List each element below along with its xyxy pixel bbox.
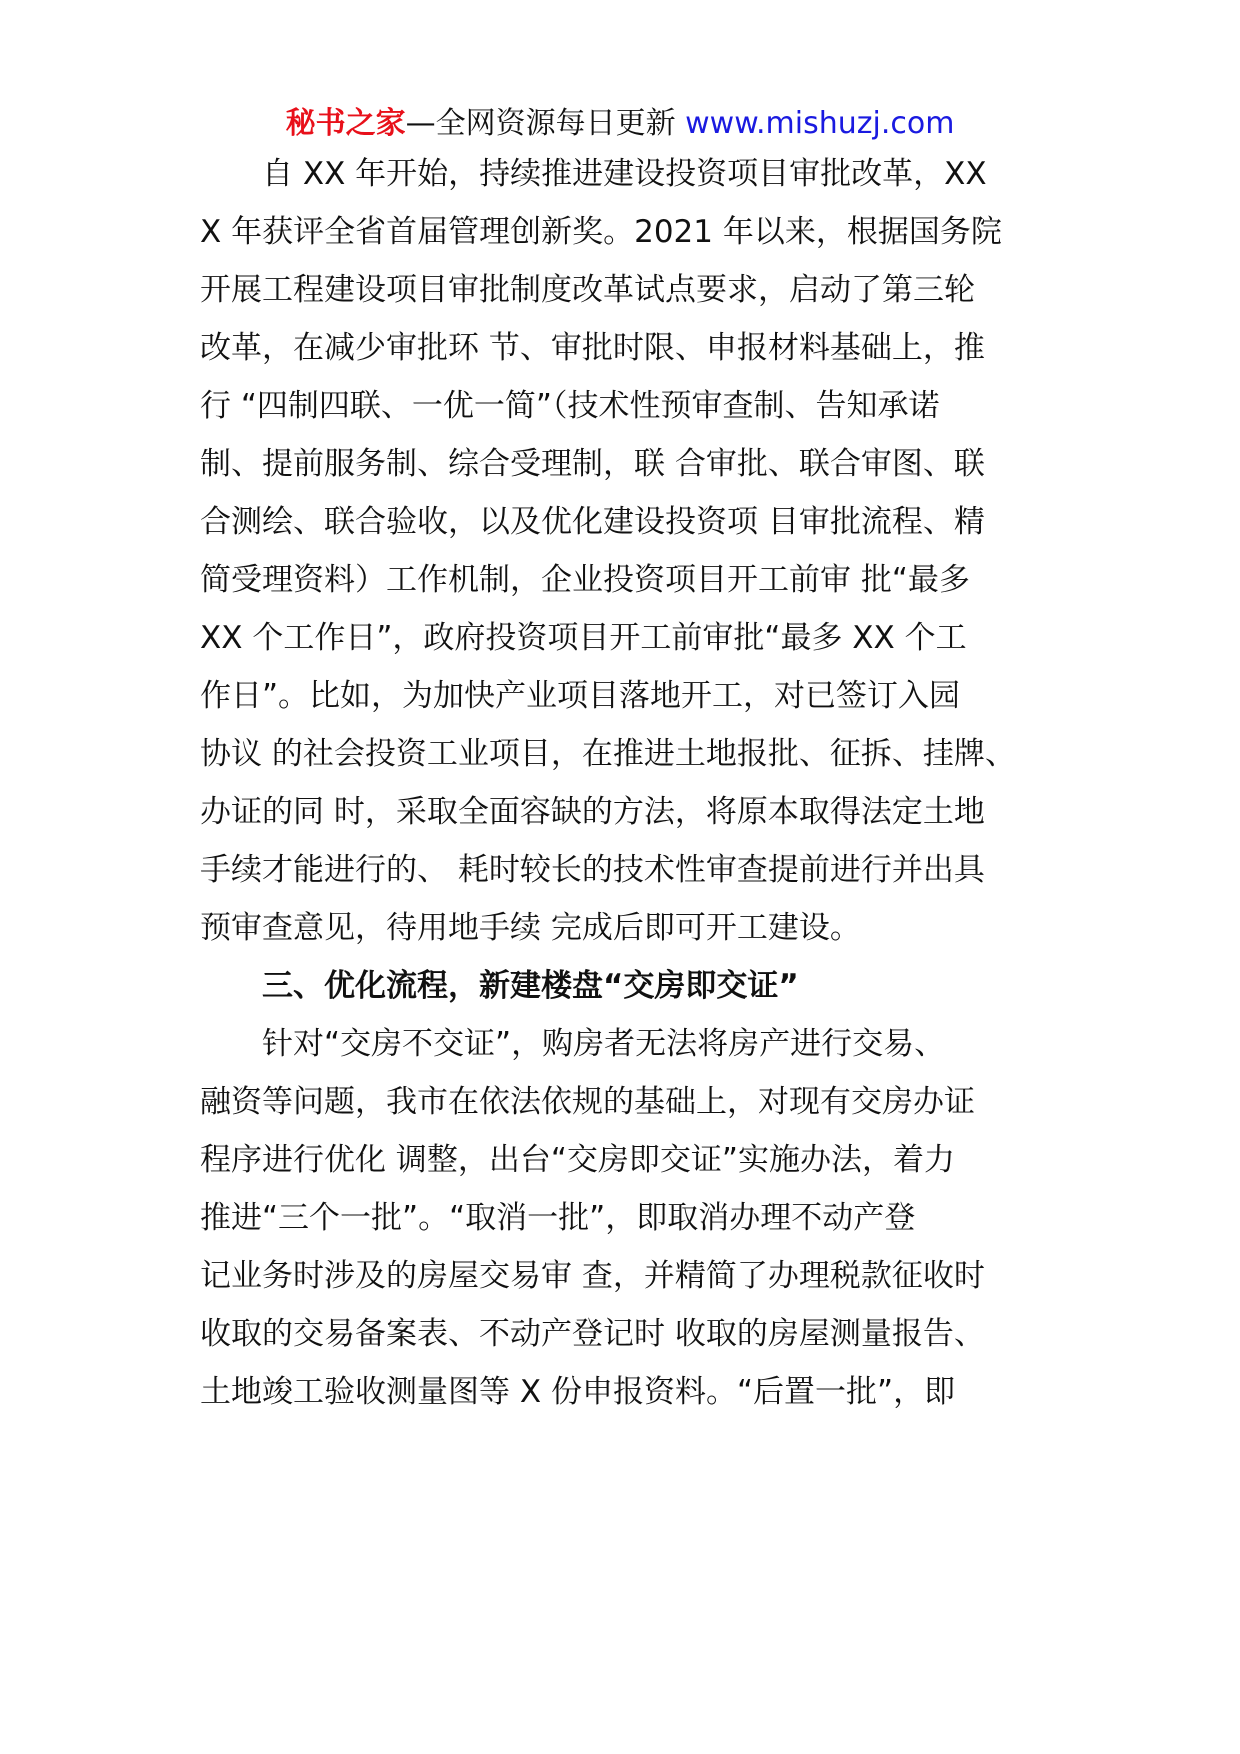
body-line: 程序进行优化 调整，出台“交房即交证”实施办法，着力 — [200, 1142, 955, 1178]
body-line: 行 “四制四联、一优一简”（技术性预审查制、告知承诺 — [200, 388, 940, 424]
body-line: 办证的同 时，采取全面容缺的方法，将原本取得法定土地 — [200, 794, 985, 830]
body-line: XX 个工作日”，政府投资项目开工前审批“最多 XX 个工 — [200, 620, 967, 656]
body-line: 制、提前服务制、综合受理制，联 合审批、联合审图、联 — [200, 446, 985, 482]
brand-name: 秘书之家 — [285, 106, 406, 141]
section-heading: 三、优化流程，新建楼盘“交房即交证” — [200, 968, 799, 1004]
body-line: 推进“三个一批”。“取消一批”，即取消办理不动产登 — [200, 1200, 916, 1236]
body-line: 开展工程建设项目审批制度改革试点要求，启动了第三轮 — [200, 272, 975, 308]
body-line: 合测绘、联合验收，以及优化建设投资项 目审批流程、精 — [200, 504, 985, 540]
body-line: 改革，在减少审批环 节、审批时限、申报材料基础上，推 — [200, 330, 985, 366]
body-line: 土地竣工验收测量图等 X 份申报资料。“后置一批”，即 — [200, 1374, 956, 1410]
body-line: 预审查意见，待用地手续 完成后即可开工建设。 — [200, 910, 861, 946]
header-slogan: —全网资源每日更新 — [405, 106, 676, 141]
body-line: 简受理资料）工作机制，企业投资项目开工前审 批“最多 — [200, 562, 970, 598]
body-line: 手续才能进行的、 耗时较长的技术性审查提前进行并出具 — [200, 852, 985, 888]
body-line: X 年获评全省首届管理创新奖。2021 年以来，根据国务院 — [200, 214, 1002, 250]
body-line: 协议 的社会投资工业项目，在推进土地报批、征拆、挂牌、 — [200, 736, 1016, 772]
page-header — [0, 102, 1240, 146]
body-line: 收取的交易备案表、不动产登记时 收取的房屋测量报告、 — [200, 1316, 985, 1352]
body-line: 作日”。比如，为加快产业项目落地开工，对已签订入园 — [200, 678, 961, 714]
header-url[interactable]: www.mishuzj.com — [685, 106, 955, 141]
body-line: 融资等问题，我市在依法依规的基础上，对现有交房办证 — [200, 1084, 975, 1120]
body-line: 针对“交房不交证”，购房者无法将房产进行交易、 — [200, 1026, 946, 1062]
body-line: 记业务时涉及的房屋交易审 查，并精简了办理税款征收时 — [200, 1258, 985, 1294]
body-line: 自 XX 年开始，持续推进建设投资项目审批改革，XX — [200, 156, 987, 192]
